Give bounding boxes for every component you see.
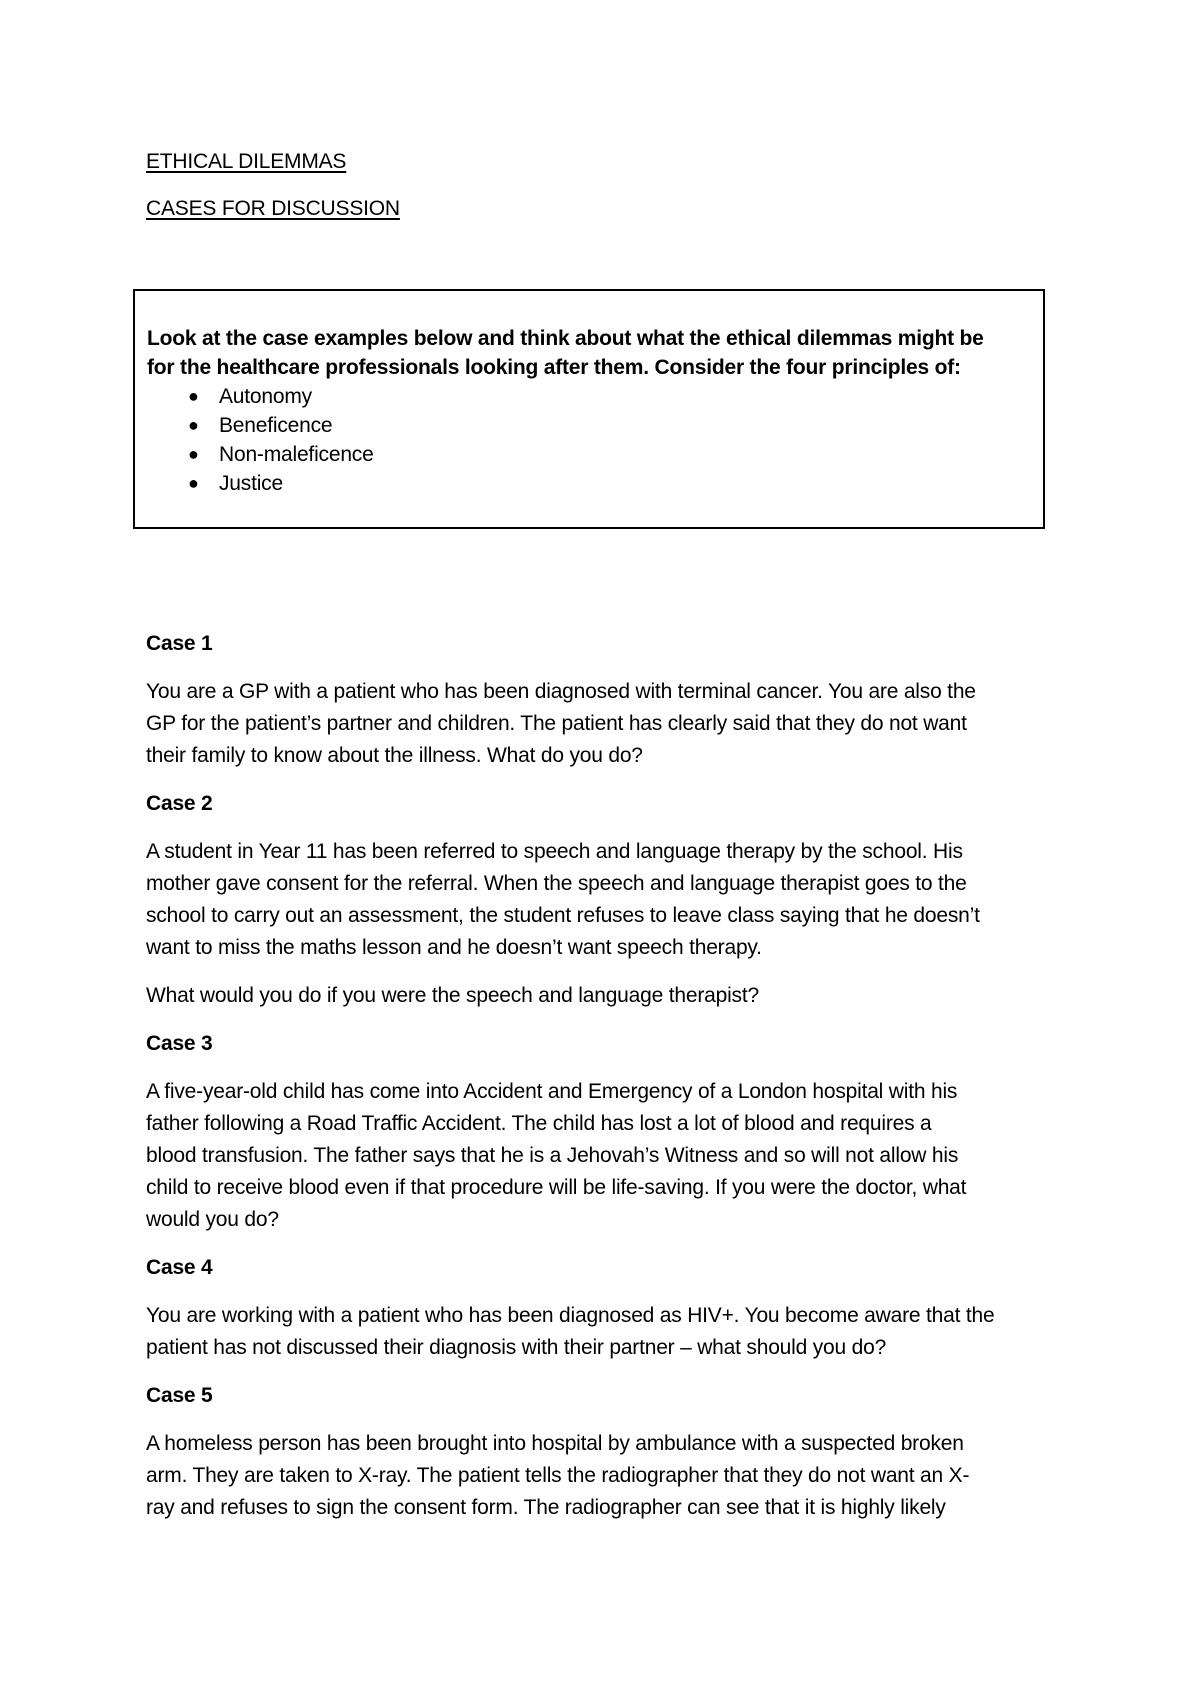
case-line: You are working with a patient who has been diagnosed as HIV+. You become aware that the — [146, 1304, 995, 1327]
case-line: arm. They are taken to X-ray. The patient tells the radiographer that they do not want an X- — [146, 1464, 970, 1487]
case-line: mother gave consent for the referral. When the speech and language therapist goes to the — [146, 872, 967, 895]
document-title: ETHICAL DILEMMAS — [146, 150, 347, 173]
instructions-line: Look at the case examples below and think about what the ethical dilemmas might be — [147, 327, 984, 350]
bullet-icon: ● — [188, 415, 199, 435]
principles-list — [147, 382, 1043, 498]
case-line: GP for the patient’s partner and children. The patient has clearly said that they do not want — [146, 712, 967, 735]
principle-label: Beneficence — [219, 414, 333, 437]
case-line: their family to know about the illness. What do you do? — [146, 744, 643, 767]
instructions-box — [133, 289, 1045, 529]
case-line: blood transfusion. The father says that he is a Jehovah’s Witness and so will not allow his — [146, 1144, 959, 1167]
case-line: A five-year-old child has come into Accident and Emergency of a London hospital with his — [146, 1080, 958, 1103]
case-line: child to receive blood even if that procedure will be life-saving. If you were the doctor, what — [146, 1176, 967, 1199]
principle-item — [147, 440, 1043, 469]
case-title: Case 2 — [146, 792, 213, 815]
case-line: would you do? — [146, 1208, 279, 1231]
case-line: A homeless person has been brought into hospital by ambulance with a suspected broken — [146, 1432, 964, 1455]
case-line: father following a Road Traffic Accident. The child has lost a lot of blood and requires a — [146, 1112, 932, 1135]
case-line: What would you do if you were the speech and language therapist? — [146, 984, 759, 1007]
bullet-icon: ● — [188, 473, 199, 493]
bullet-icon: ● — [188, 386, 199, 406]
principle-item — [147, 411, 1043, 440]
case-title: Case 1 — [146, 632, 213, 655]
case-line: ray and refuses to sign the consent form. The radiographer can see that it is highly likely — [146, 1496, 946, 1519]
case-title: Case 4 — [146, 1256, 213, 1279]
bullet-icon: ● — [188, 444, 199, 464]
principle-label: Justice — [219, 472, 283, 495]
case-title: Case 5 — [146, 1384, 213, 1407]
principle-label: Autonomy — [219, 385, 312, 408]
cases-section — [146, 628, 1066, 1524]
principle-item — [147, 469, 1043, 498]
principle-item — [147, 382, 1043, 411]
instructions-line: for the healthcare professionals looking after them. Consider the four principles of: — [147, 356, 961, 379]
case-title: Case 3 — [146, 1032, 213, 1055]
document-subtitle: CASES FOR DISCUSSION — [146, 197, 400, 220]
case-line: You are a GP with a patient who has been diagnosed with terminal cancer. You are also the — [146, 680, 976, 703]
case-line: school to carry out an assessment, the student refuses to leave class saying that he doesn’t — [146, 904, 980, 927]
case-line: patient has not discussed their diagnosis with their partner – what should you do? — [146, 1336, 887, 1359]
principle-label: Non-maleficence — [219, 443, 374, 466]
case-line: A student in Year 11 has been referred to speech and language therapy by the school. His — [146, 840, 963, 863]
case-line: want to miss the maths lesson and he doesn’t want speech therapy. — [146, 936, 762, 959]
